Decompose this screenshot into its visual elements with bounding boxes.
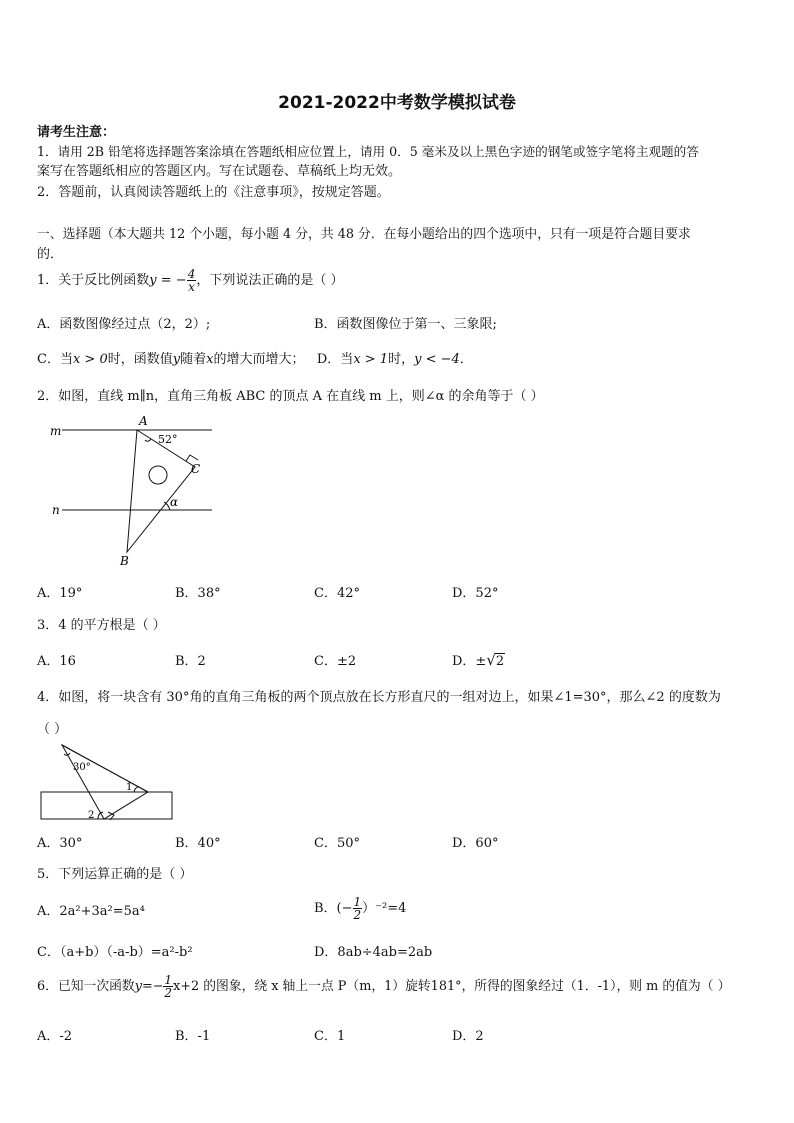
question-3-option-b: B．2 [175,654,206,669]
question-2-option-d: D．52° [452,586,499,601]
question-6-stem: 6．已知一次函数y=− $\frac{1}{2}$ x+2 的图象，绕 x 轴上一点 P（m，1）旋转181°，所得的图象经过（1．-1），则 m 的值为（ ） [37,973,731,1000]
question-5-option-b: B．(− $\frac{1}{2}$ ）⁻²=4 [314,895,407,922]
label-c: C [191,462,201,476]
question-2-option-c: C．42° [314,586,360,601]
label-n: n [52,503,60,517]
question-5-option-d: D．8ab÷4ab=2ab [314,945,433,960]
label-1: 1 [126,782,133,793]
label-30: 30° [73,762,91,773]
label-2: 2 [88,810,95,821]
question-6-option-c: C．1 [314,1029,346,1044]
question-4-option-c: C．50° [314,836,360,851]
question-5-option-a: A．2a²+3a²=5a⁴ [37,904,145,919]
label-b: B [120,554,129,568]
angle-1-arc [134,787,139,792]
question-3-stem: 3．4 的平方根是（ ） [37,618,166,633]
question-1-option-b: B．函数图像位于第一、三象限; [314,317,497,332]
question-1-stem: 1．关于反比例函数y = − $\frac{4}{x}$ ，下列说法正确的是（ ） [37,267,344,294]
question-1-options-cd: C．当x > 0时，函数值y随着x的增大而增大； D．当x > 1时，y < −4． [37,352,473,367]
question-4-option-d: D．60° [452,836,499,851]
question-1-option-a: A．函数图像经过点（2，2）; [37,317,211,332]
question-5-option-c: C．（a+b）（-a-b）=a²-b² [37,945,193,960]
question-6-option-a: A．-2 [37,1029,73,1044]
notice-line-3: 2．答题前，认真阅读答题纸上的《注意事项》，按规定答题。 [37,185,390,200]
question-6-option-d: D．2 [452,1029,484,1044]
question-2-option-b: B．38° [175,586,221,601]
question-4-option-b: B．40° [175,836,221,851]
question-2-stem: 2．如图，直线 m∥n，直角三角板 ABC 的顶点 A 在直线 m 上，则∠α 的余角等于（ ） [37,389,544,404]
question-3-option-d: D．±√2 [452,651,505,669]
section-heading: 一、选择题（本大题共 12 个小题，每小题 4 分，共 48 分．在每小题给出的四个选项中，只有一项是符合题目要求 [37,227,691,242]
question-6-option-b: B．-1 [175,1029,211,1044]
question-3-option-a: A．16 [37,654,76,669]
question-2-option-a: A．19° [37,586,83,601]
notice-line-2: 案写在答题纸相应的答题区内。写在试题卷、草稿纸上均无效。 [37,164,402,179]
question-4-figure [38,740,178,825]
triangle-abc [127,430,195,552]
question-3-option-c: C．±2 [314,654,357,669]
notice-heading: 请考生注意： [37,125,116,140]
label-angle: 52° [158,433,178,446]
question-5-stem: 5．下列运算正确的是（ ） [37,867,193,882]
question-2-figure [40,410,230,572]
right-angle-mark [186,455,198,461]
notice-line-1: 1．请用 2B 铅笔将选择题答案涂填在答题纸相应位置上，请用 0．5 毫米及以上黑色字迹的钢笔或签字笔将主观题的答 [37,144,699,159]
question-4-option-a: A．30° [37,836,83,851]
question-4-stem: 4．如图，将一块含有 30°角的直角三角板的两个顶点放在长方形直尺的一组对边上，如果∠1=30°，那么∠2 的度数为 [37,690,721,705]
label-alpha: α [170,495,179,509]
angle-arc [145,439,151,441]
page-title: 2021-2022中考数学模拟试卷 [278,93,516,113]
ruler [41,792,172,819]
label-m: m [50,424,62,438]
question-4-paren: （ ） [37,722,68,737]
triangle-hole [149,466,167,484]
section-heading-cont: 的． [37,247,64,262]
label-a: A [139,414,148,428]
set-square [62,745,148,819]
